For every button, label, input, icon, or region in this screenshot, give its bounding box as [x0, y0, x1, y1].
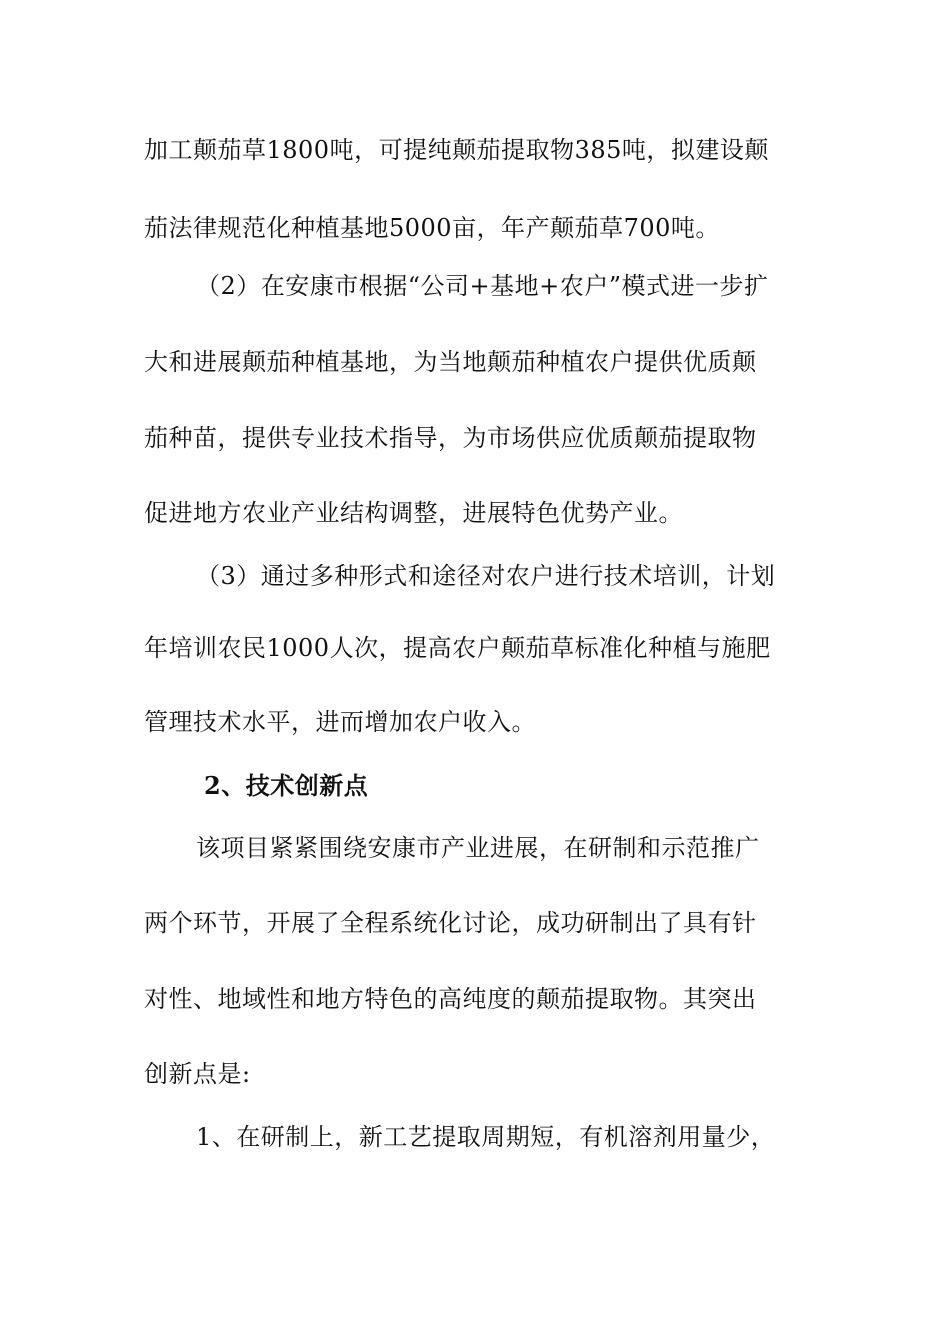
text-line-11: 该项目紧紧围绕安康市产业进展，在研制和示范推广	[196, 834, 760, 862]
text-line-2: 茄法律规范化种植基地5000亩，年产颠茄草700吨。	[144, 214, 720, 242]
text-line-15: 1、在研制上，新工艺提取周期短，有机溶剂用量少，	[196, 1123, 776, 1151]
text-line-8: 年培训农民1000人次，提高农户颠茄草标准化种植与施肥	[144, 634, 771, 662]
section-heading: 2、技术创新点	[204, 771, 369, 800]
text-line-3: （2）在安康市根据“公司+基地+农户”模式进一步扩	[196, 272, 769, 300]
text-line-1: 加工颠茄草1800吨，可提纯颠茄提取物385吨，拟建设颠	[144, 136, 769, 164]
text-line-12: 两个环节，开展了全程系统化讨论，成功研制出了具有针	[144, 909, 757, 937]
text-line-6: 促进地方农业产业结构调整，进展特色优势产业。	[144, 499, 683, 527]
text-line-13: 对性、地域性和地方特色的高纯度的颠茄提取物。其突出	[144, 985, 757, 1013]
text-line-14: 创新点是:	[144, 1060, 251, 1088]
text-line-4: 大和进展颠茄种植基地，为当地颠茄种植农户提供优质颠	[144, 348, 757, 376]
text-line-5: 茄种苗，提供专业技术指导，为市场供应优质颠茄提取物	[144, 424, 757, 452]
text-line-7: （3）通过多种形式和途径对农户进行技术培训，计划	[196, 562, 776, 590]
text-line-9: 管理技术水平，进而增加农户收入。	[144, 708, 536, 736]
